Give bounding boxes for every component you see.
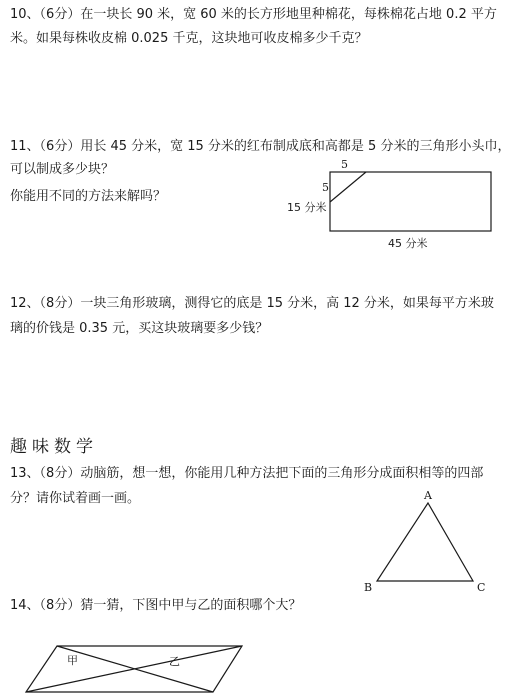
label-left-5: 5 xyxy=(322,181,329,194)
vertex-b: B xyxy=(364,581,373,594)
q13-triangle-figure xyxy=(355,485,495,600)
label-yi: 乙 xyxy=(169,655,180,668)
cloth-rectangle xyxy=(330,172,491,231)
q10-text-line1: 10、（6分）在一块长 90 米，宽 60 米的长方形地里种棉花，每株棉花占地 0.2 平方 xyxy=(10,7,497,22)
q14-text-line1: 14、（8分）猜一猜，下图中甲与乙的面积哪个大？ xyxy=(10,598,302,613)
q13-text-line2: 分？请你试着画一画。 xyxy=(10,491,141,506)
triangle-cut-line xyxy=(330,172,366,202)
q12-text-line1: 12、（8分）一块三角形玻璃，测得它的底是 15 分米，高 12 分米，如果每平方米玻 xyxy=(10,296,494,311)
q14-parallelogram-figure xyxy=(20,635,250,695)
q11-text-line1: 11、（6分）用长 45 分米，宽 15 分米的红布制成底和高都是 5 分米的三角形小头巾， xyxy=(10,139,510,154)
section-title: 趣味数学 xyxy=(10,437,98,457)
vertex-a: A xyxy=(424,489,432,502)
q11-text-line2: 可以制成多少块？ xyxy=(10,162,115,177)
diagonal-right xyxy=(26,646,242,692)
label-jia: 甲 xyxy=(67,654,78,667)
q11-text-line3: 你能用不同的方法来解吗？ xyxy=(10,189,167,204)
q11-rectangle-figure xyxy=(280,150,510,255)
q10-text-line2: 米。如果每株收皮棉 0.025 千克，这块地可收皮棉多少千克？ xyxy=(10,31,368,46)
label-top-5: 5 xyxy=(341,158,348,171)
triangle-abc xyxy=(377,503,473,581)
q12-text-line2: 璃的价钱是 0.35 元，买这块玻璃要多少钱？ xyxy=(10,321,269,336)
vertex-c: C xyxy=(477,581,486,594)
label-width: 15 分米 xyxy=(287,201,327,214)
label-length: 45 分米 xyxy=(388,237,428,250)
q13-text-line1: 13、（8分）动脑筋，想一想，你能用几种方法把下面的三角形分成面积相等的四部 xyxy=(10,466,484,481)
